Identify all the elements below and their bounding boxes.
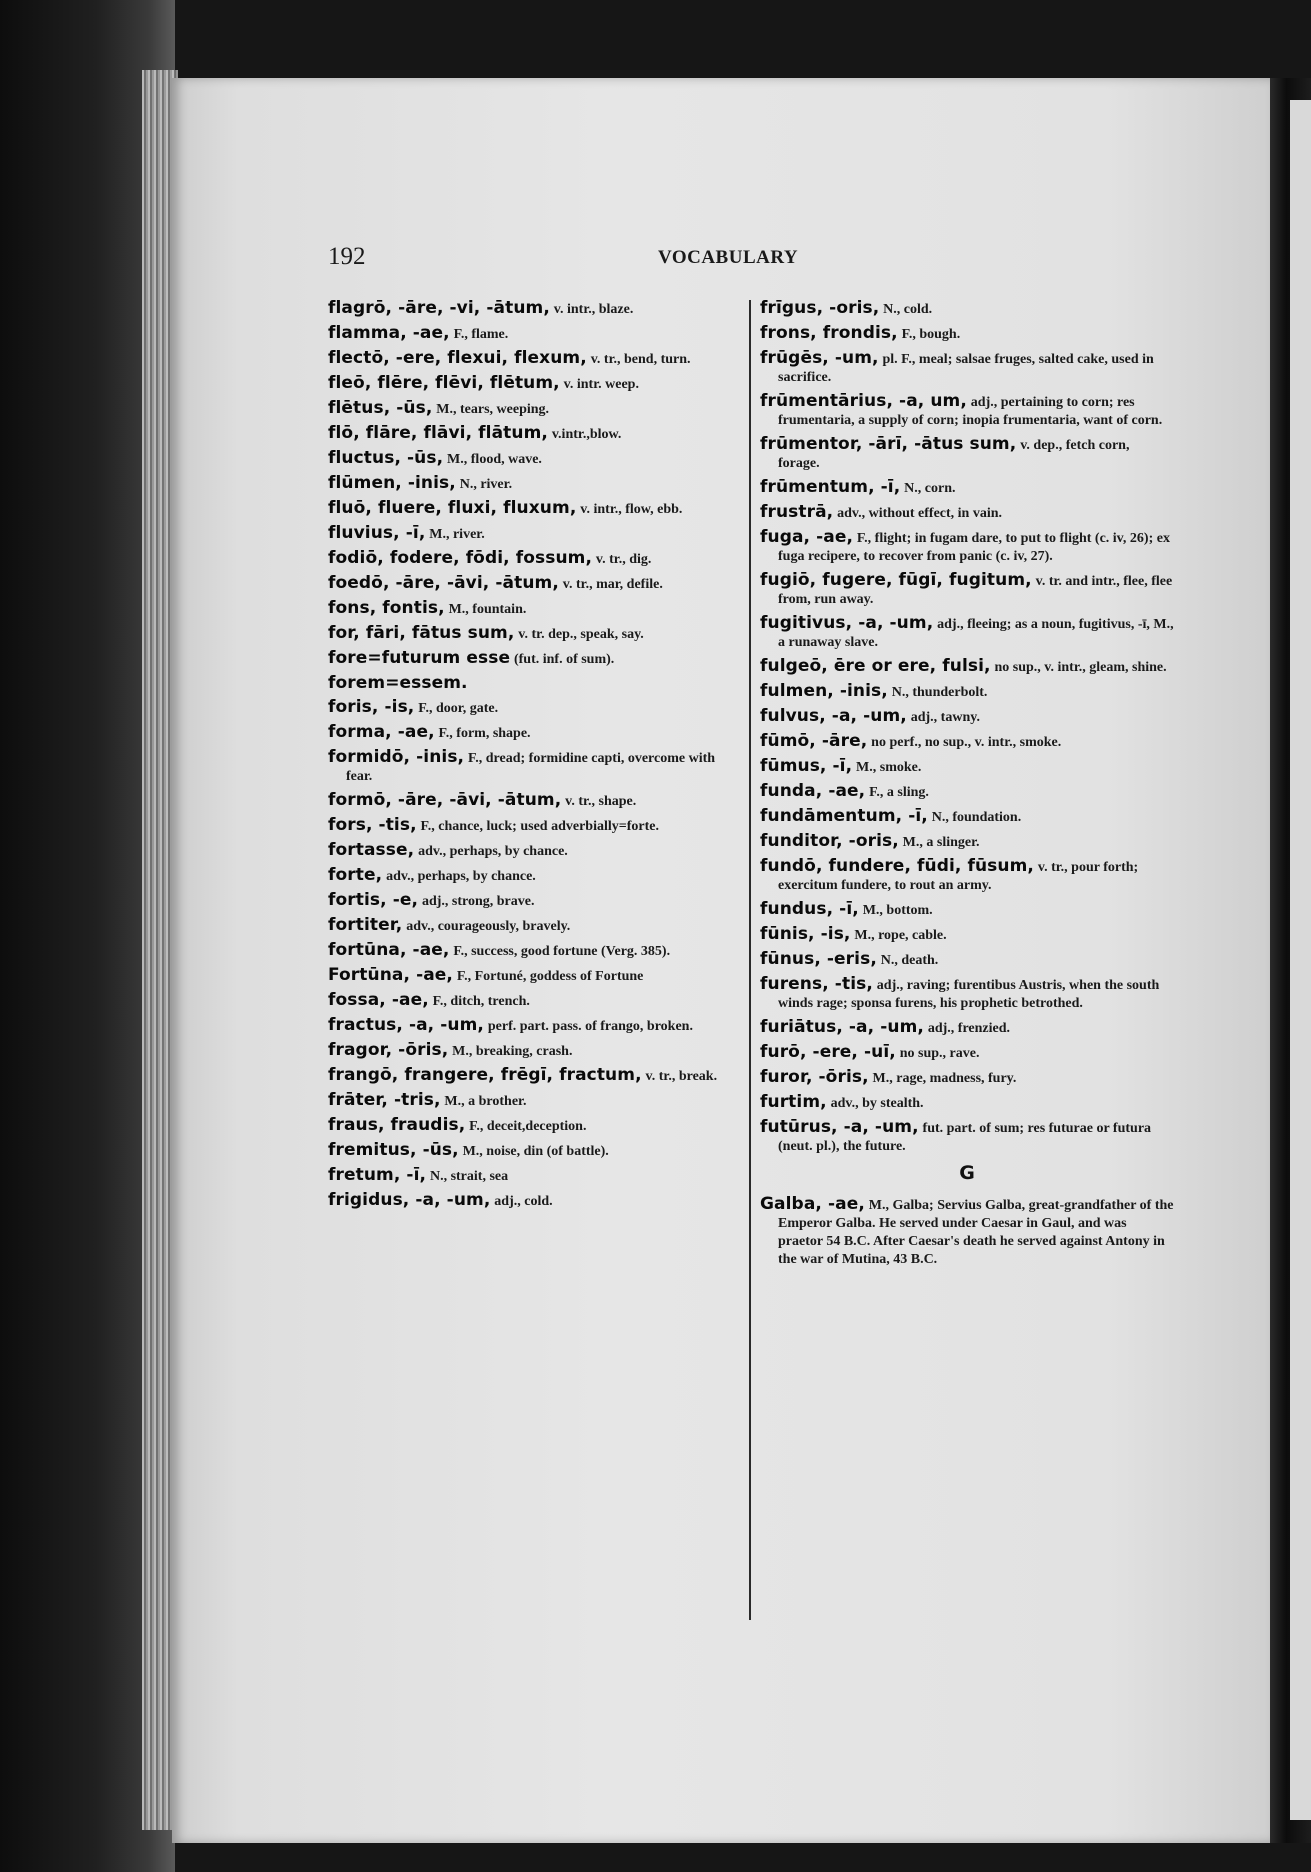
entry-gloss: N., thunderbolt.: [891, 685, 988, 700]
entry-gloss: M., rage, madness, fury.: [872, 1071, 1017, 1086]
vocabulary-entry: [760, 350, 1174, 386]
entry-lemma: flectō, -ere, flexui, flexum,: [328, 348, 587, 368]
vocabulary-entry: [760, 858, 1174, 894]
entry-lemma: frāter, -tris,: [328, 1090, 441, 1110]
entry-gloss: v. tr., break.: [645, 1069, 718, 1084]
entry-gloss: M., fountain.: [448, 602, 527, 617]
entry-lemma: fugiō, fugere, fūgī, fugitum,: [760, 570, 1032, 590]
entry-gloss: v. dep., fetch corn, forage.: [778, 438, 1130, 471]
entry-gloss: M., rope, cable.: [854, 928, 947, 943]
vocabulary-entry: [760, 1196, 1174, 1268]
vocabulary-entry: [760, 683, 1174, 701]
entry-lemma: formō, -āre, -āvi, -ātum,: [328, 790, 562, 810]
entry-lemma: funda, -ae,: [760, 781, 866, 801]
vocabulary-entry: [328, 1092, 736, 1110]
entry-gloss: adj., cold.: [494, 1194, 553, 1209]
entry-lemma: fluō, fluere, fluxi, fluxum,: [328, 498, 577, 518]
vocabulary-entry: [328, 1117, 736, 1135]
vocabulary-entry: [328, 749, 736, 785]
entry-lemma: fugitivus, -a, -um,: [760, 613, 934, 633]
entry-lemma: frustrā,: [760, 502, 834, 522]
vocabulary-entry: [760, 325, 1174, 343]
vocabulary-entry: [760, 733, 1174, 751]
column-divider: [749, 300, 751, 1620]
entry-lemma: fodiō, fodere, fōdi, fossum,: [328, 548, 593, 568]
entry-gloss: F., success, good fortune (Verg. 385).: [453, 944, 671, 959]
entry-lemma: fore=futurum esse: [328, 648, 511, 668]
vocabulary-entry: [760, 572, 1174, 608]
vocabulary-entry: [328, 500, 736, 518]
entry-lemma: flamma, -ae,: [328, 323, 450, 343]
entry-lemma: frons, frondis,: [760, 323, 898, 343]
vocabulary-entry: [328, 1017, 736, 1035]
entry-gloss: F., flame.: [453, 327, 509, 342]
entry-gloss: adv., perhaps, by chance.: [418, 844, 568, 859]
entry-lemma: fremitus, -ūs,: [328, 1140, 459, 1160]
vocabulary-entry: [760, 529, 1174, 565]
entry-lemma: fundāmentum, -ī,: [760, 806, 928, 826]
vocabulary-entry: [760, 504, 1174, 522]
entry-gloss: v.intr.,blow.: [551, 427, 622, 442]
entry-gloss: adj., raving; furentibus Austris, when the south winds rage; sponsa furens, his prophetic betrothed.: [778, 978, 1160, 1011]
entry-lemma: furor, -ōris,: [760, 1067, 869, 1087]
vocabulary-entry: [328, 425, 736, 443]
entry-lemma: fuga, -ae,: [760, 527, 854, 547]
vocabulary-entry: [328, 475, 736, 493]
left-column: [328, 300, 736, 1217]
entry-lemma: fors, -tis,: [328, 815, 417, 835]
vocabulary-entry: [760, 615, 1174, 651]
entry-gloss: N., death.: [880, 953, 939, 968]
entry-gloss: F., a sling.: [869, 785, 929, 800]
entry-gloss: v. intr., blaze.: [553, 302, 634, 317]
entry-gloss: F., dread; formidine capti, overcome with fear.: [346, 751, 716, 784]
vocabulary-entry: [328, 967, 736, 985]
entry-lemma: frīgus, -oris,: [760, 298, 880, 318]
entry-lemma: furiātus, -a, -um,: [760, 1017, 924, 1037]
vocabulary-entry: [328, 300, 736, 318]
facing-page-edge: [1290, 100, 1311, 1820]
entry-lemma: fluvius, -ī,: [328, 523, 426, 543]
vocabulary-entry: [760, 708, 1174, 726]
entry-lemma: flūmen, -inis,: [328, 473, 456, 493]
entry-lemma: fortūna, -ae,: [328, 940, 450, 960]
entry-lemma: forma, -ae,: [328, 722, 435, 742]
vocabulary-entry: [760, 300, 1174, 318]
vocabulary-entry: [760, 926, 1174, 944]
entry-gloss: F., door, gate.: [418, 701, 499, 716]
vocabulary-entry: [328, 525, 736, 543]
entry-gloss: M., bottom.: [862, 903, 933, 918]
entry-lemma: flētus, -ūs,: [328, 398, 433, 418]
entry-gloss: M., breaking, crash.: [452, 1044, 573, 1059]
entry-lemma: futūrus, -a, -um,: [760, 1117, 919, 1137]
vocabulary-entry: [328, 699, 736, 717]
entry-gloss: M., tears, weeping.: [436, 402, 550, 417]
vocabulary-entry: [760, 1069, 1174, 1087]
vocabulary-entry: [328, 1142, 736, 1160]
entry-gloss: M., a slinger.: [902, 835, 980, 850]
vocabulary-entry: [328, 1042, 736, 1060]
entry-lemma: frūmentor, -ārī, -ātus sum,: [760, 434, 1017, 454]
entry-lemma: fundus, -ī,: [760, 899, 859, 919]
vocabulary-entry: [328, 325, 736, 343]
entry-lemma: fulmen, -inis,: [760, 681, 888, 701]
vocabulary-entry: [328, 792, 736, 810]
entry-lemma: fūmus, -ī,: [760, 756, 853, 776]
entry-gloss: N., river.: [459, 477, 513, 492]
section-letter: G: [959, 1162, 975, 1184]
entry-gloss: adj., tawny.: [910, 710, 980, 725]
entry-gloss: adj., strong, brave.: [421, 894, 535, 909]
entry-gloss: F., bough.: [901, 327, 961, 342]
entry-gloss: M., river.: [429, 527, 485, 542]
vocabulary-entry: [328, 625, 736, 643]
entry-lemma: formidō, -inis,: [328, 747, 465, 767]
vocabulary-entry: [760, 436, 1174, 472]
entry-lemma: forte,: [328, 865, 383, 885]
vocabulary-entry: [760, 951, 1174, 969]
entry-lemma: frūmentārius, -a, um,: [760, 391, 967, 411]
vocabulary-entry: [328, 867, 736, 885]
entry-gloss: v. tr., shape.: [565, 794, 637, 809]
entry-lemma: Fortūna, -ae,: [328, 965, 453, 985]
entry-lemma: furtim,: [760, 1092, 827, 1112]
vocabulary-entry: [328, 675, 736, 692]
vocabulary-entry: [760, 833, 1174, 851]
entry-lemma: fossa, -ae,: [328, 990, 429, 1010]
entry-gloss: adj., fleeing; as a noun, fugitivus, -ī, M., a runaway slave.: [778, 617, 1174, 650]
entry-lemma: fons, fontis,: [328, 598, 445, 618]
entry-lemma: Galba, -ae,: [760, 1194, 865, 1214]
vocabulary-entry: [328, 550, 736, 568]
vocabulary-entry: [328, 942, 736, 960]
entry-gloss: no perf., no sup., v. intr., smoke.: [871, 735, 1062, 750]
entry-lemma: fractus, -a, -um,: [328, 1015, 484, 1035]
vocabulary-entry: [760, 393, 1174, 429]
entry-lemma: fragor, -ōris,: [328, 1040, 449, 1060]
entry-gloss: adv., courageously, bravely.: [406, 919, 571, 934]
vocabulary-entry: [328, 450, 736, 468]
entry-lemma: fraus, fraudis,: [328, 1115, 466, 1135]
vocabulary-entry: [328, 375, 736, 393]
entry-lemma: frūgēs, -um,: [760, 348, 879, 368]
entry-lemma: fleō, flēre, flēvi, flētum,: [328, 373, 560, 393]
vocabulary-entry: [328, 842, 736, 860]
entry-lemma: fretum, -ī,: [328, 1165, 427, 1185]
vocabulary-entry: [760, 758, 1174, 776]
entry-gloss: M., flood, wave.: [447, 452, 542, 467]
right-column: [760, 300, 1174, 1275]
entry-lemma: foris, -is,: [328, 697, 415, 717]
vocabulary-entry: [328, 817, 736, 835]
entry-gloss: F., form, shape.: [438, 726, 531, 741]
entry-gloss: v. tr., mar, defile.: [562, 577, 663, 592]
entry-gloss: adv., by stealth.: [830, 1096, 924, 1111]
entry-lemma: fūmō, -āre,: [760, 731, 868, 751]
entry-gloss: M., Galba; Servius Galba, great-grandfather of the Emperor Galba. He served under Caesar in Gaul, and was praetor 54 B.C. After Caesar's death he served against Antony in the war of Mutina, 43 B.C.: [778, 1198, 1174, 1267]
entry-gloss: v. tr., dig.: [595, 552, 652, 567]
entry-gloss: F., deceit,deception.: [469, 1119, 587, 1134]
page-number: 192: [328, 243, 366, 270]
entry-lemma: fluctus, -ūs,: [328, 448, 444, 468]
entry-lemma: frigidus, -a, -um,: [328, 1190, 491, 1210]
vocabulary-entry: [328, 400, 736, 418]
vocabulary-entry: [328, 575, 736, 593]
entry-lemma: fūnus, -eris,: [760, 949, 877, 969]
entry-lemma: fulgeō, ēre or ere, fulsi,: [760, 656, 991, 676]
vocabulary-entry: [328, 600, 736, 618]
entry-gloss: M., a brother.: [444, 1094, 527, 1109]
vocabulary-entry: [328, 1067, 736, 1085]
entry-lemma: foedō, -āre, -āvi, -ātum,: [328, 573, 559, 593]
entry-gloss: pl. F., meal; salsae fruges, salted cake, used in sacrifice.: [778, 352, 1154, 385]
entry-gloss: adj., frenzied.: [927, 1021, 1011, 1036]
entry-lemma: furō, -ere, -uī,: [760, 1042, 896, 1062]
entry-gloss: no sup., v. intr., gleam, shine.: [994, 660, 1167, 675]
entry-gloss: M., noise, din (of battle).: [462, 1144, 609, 1159]
entry-lemma: frūmentum, -ī,: [760, 477, 901, 497]
entry-gloss: v. tr., pour forth; exercitum fundere, to rout an army.: [778, 860, 1139, 893]
entry-lemma: frangō, frangere, frēgī, fractum,: [328, 1065, 642, 1085]
vocabulary-entry: [760, 783, 1174, 801]
entry-lemma: for, fāri, fātus sum,: [328, 623, 515, 643]
vocabulary-entry: [760, 1119, 1174, 1155]
vocabulary-entry: [328, 1192, 736, 1210]
running-head: VOCABULARY: [658, 247, 799, 268]
entry-gloss: perf. part. pass. of frango, broken.: [487, 1019, 693, 1034]
entry-lemma: fundō, fundere, fūdi, fūsum,: [760, 856, 1034, 876]
entry-gloss: F., flight; in fugam dare, to put to flight (c. iv, 26); ex fuga recipere, to recover from panic (c. iv, 27).: [778, 531, 1170, 564]
entry-lemma: funditor, -oris,: [760, 831, 899, 851]
entry-lemma: furens, -tis,: [760, 974, 873, 994]
page-header: [0, 243, 1311, 273]
vocabulary-entry: [328, 1167, 736, 1185]
vocabulary-entry: [760, 808, 1174, 826]
vocabulary-entry: [328, 724, 736, 742]
vocabulary-entry: [328, 350, 736, 368]
entry-gloss: v. tr. and intr., flee, flee from, run away.: [778, 574, 1173, 607]
entry-gloss: adv., perhaps, by chance.: [386, 869, 536, 884]
entry-gloss: N., cold.: [883, 302, 933, 317]
entry-gloss: adj., pertaining to corn; res frumentaria, a supply of corn; inopia frumentaria, want of corn.: [778, 395, 1163, 428]
entry-lemma: flō, flāre, flāvi, flātum,: [328, 423, 548, 443]
vocabulary-entry: [328, 650, 736, 668]
entry-gloss: N., foundation.: [931, 810, 1022, 825]
entry-lemma: forem=essem.: [328, 673, 468, 693]
entry-gloss: F., Fortuné, goddess of Fortune: [456, 969, 644, 984]
vocabulary-entry: [328, 992, 736, 1010]
entry-gloss: v. intr., flow, ebb.: [580, 502, 683, 517]
entry-gloss: N., strait, sea: [429, 1169, 509, 1184]
entry-gloss: no sup., rave.: [899, 1046, 980, 1061]
entry-gloss: M., smoke.: [856, 760, 922, 775]
entry-lemma: fortasse,: [328, 840, 415, 860]
entry-lemma: fortis, -e,: [328, 890, 419, 910]
vocabulary-entry: [760, 901, 1174, 919]
entry-gloss: v. tr., bend, turn.: [590, 352, 691, 367]
entry-lemma: fūnis, -is,: [760, 924, 851, 944]
entry-gloss: F., chance, luck; used adverbially=forte.: [420, 819, 659, 834]
vocabulary-entry: [760, 1094, 1174, 1112]
entry-lemma: fulvus, -a, -um,: [760, 706, 907, 726]
vocabulary-entry: [760, 976, 1174, 1012]
entry-gloss: v. intr. weep.: [563, 377, 639, 392]
entry-gloss: N., corn.: [904, 481, 956, 496]
entry-lemma: flagrō, -āre, -vi, -ātum,: [328, 298, 550, 318]
entry-lemma: fortiter,: [328, 915, 403, 935]
entry-gloss: fut. part. of sum; res futurae or futura (neut. pl.), the future.: [778, 1121, 1152, 1154]
entry-gloss: (fut. inf. of sum).: [513, 652, 615, 667]
entry-gloss: adv., without effect, in vain.: [837, 506, 1003, 521]
vocabulary-entry: [328, 917, 736, 935]
vocabulary-entry: [760, 1044, 1174, 1062]
entry-gloss: v. tr. dep., speak, say.: [518, 627, 644, 642]
vocabulary-entry: [760, 479, 1174, 497]
entry-gloss: F., ditch, trench.: [432, 994, 530, 1009]
vocabulary-entry: [760, 658, 1174, 676]
vocabulary-entry: [328, 892, 736, 910]
vocabulary-entry: [760, 1019, 1174, 1037]
